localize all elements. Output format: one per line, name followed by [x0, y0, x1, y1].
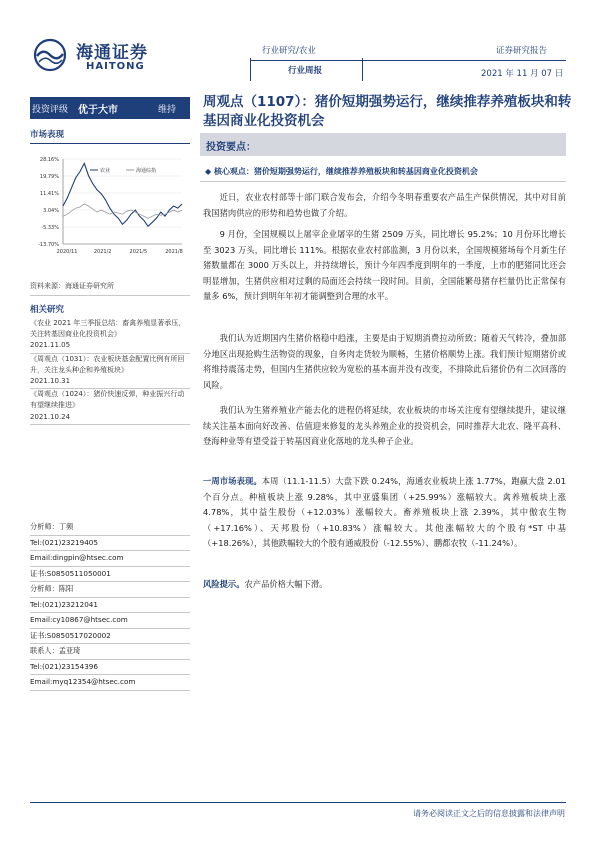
chart-x-tick-label: 2021/2 [93, 249, 112, 255]
related-item-date: 2021.10.31 [30, 377, 71, 386]
chart-y-tick-label: -13.70% [38, 242, 59, 248]
logo-chinese-name: 海通证券 [76, 43, 148, 63]
bullet-icon: ◆ [205, 167, 214, 176]
chart-x-tick-label: 2021/5 [129, 249, 148, 255]
chart-y-tick-label: 11.41% [39, 191, 59, 197]
header-divider [250, 60, 566, 61]
chart-y-tick-label: -5.33% [41, 225, 59, 231]
related-item-title: 《周观点（1031）：农业板块基金配置比例有所回升，关注龙头种企和养殖板块》 [30, 354, 185, 374]
related-item-date: 2021.11.05 [30, 341, 71, 350]
chart-legend-label: 农业 [100, 168, 111, 174]
analyst-email[interactable]: Email:cy10867@htsec.com [30, 613, 190, 629]
related-item-date: 2021.10.24 [30, 412, 71, 421]
related-item[interactable] [30, 318, 190, 354]
contact-name: 联系人：孟亚琦 [30, 644, 190, 660]
paragraph-investment-view: 我们认为生猪养殖业产能去化的进程仍将延续，农业板块的市场关注度有望继续提升，建议继续关注基本面向好改善、估值迎来修复的龙头养殖企业的投资机会，同时推荐大北农、隆平高科、登海种业等有望受益于转基因商业化落地的龙头种子企业。 [203, 405, 566, 446]
weekly-market-text: 本周（11.1-11.5）大盘下跌 0.24%，海通农业板块上涨 1.77%，跑赢大盘 2.01 个百分点。种植板块上涨 9.28%，其中亚盛集团（+25.99%）涨幅较大。禽养殖板块上涨 4.78%，其中益生股份（+12.03%）涨幅较大。畜养殖板块上涨 2.39%，其中傲农生物（+17.16%）、天邦股份（+10.83%）涨幅较大。其他涨幅较大的个股有*ST 中基（+18.26%），其他跌幅较大的个股有通威股份（-12.55%）、鹏都农牧（-11.24%）。 [203, 476, 566, 548]
key-points-title: 投资要点： [206, 142, 256, 153]
haitong-logo-mark [33, 38, 67, 72]
chart-y-tick-label: 19.79% [39, 174, 59, 180]
core-view-divider [200, 181, 566, 182]
analyst-name: 分析师：陈阳 [30, 582, 190, 598]
logo-english-name: HAITONG [86, 61, 145, 72]
paragraph-weekly-market [203, 474, 566, 552]
rating-bar [30, 97, 190, 119]
analyst-contact-block [30, 520, 190, 691]
related-item-title: 《农业 2021 年三季报总结：畜禽养殖显著承压，关注转基因商业化投资机会》 [30, 319, 186, 339]
market-performance-chart [30, 153, 190, 261]
chart-series-line [63, 163, 182, 226]
key-points-bar [200, 133, 566, 156]
footer-divider [30, 802, 566, 803]
chart-source: 资料来源：海通证券研究所 [30, 282, 114, 290]
analyst-tel: Tel:(021)23212041 [30, 598, 190, 614]
rating-label: 投资评级 [32, 105, 69, 115]
analyst-cert: 证书:S0850517020002 [30, 629, 190, 645]
market-section-title: 市场表现 [30, 130, 65, 140]
source-divider [30, 295, 190, 296]
chart-x-tick-label: 2021/8 [165, 249, 183, 255]
chart-y-tick-label: 28.16% [39, 157, 59, 163]
chart-y-tick-label: 3.04% [43, 208, 59, 214]
footer-disclaimer: 请务必阅读正文之后的信息披露和法律声明 [413, 809, 565, 818]
report-date: 2021 年 11 月 07 日 [481, 69, 564, 79]
related-item[interactable] [30, 354, 190, 390]
contact-email[interactable]: Email:myq12354@htsec.com [30, 675, 190, 691]
analyst-tel: Tel:(021)23219405 [30, 536, 190, 552]
core-view-line [205, 166, 565, 177]
analyst-email[interactable]: Email:dingpin@htsec.com [30, 551, 190, 567]
rating-status: 维持 [158, 105, 177, 115]
related-section-title: 相关研究 [30, 305, 65, 315]
chart-x-tick-label: 2020/11 [56, 249, 78, 255]
report-kind: 行业周报 [288, 66, 323, 76]
paragraph-supply-data: 9 月份，全国规模以上屠宰企业屠宰的生猪 2509 万头，同比增长 95.2%；10 月份环比增长至 3023 万头，同比增长 111%。根据农业农村部监测，3 月份以来，全国规模猪场每个月新生仔猪数量都在 3000 万头以上，并持续增长，预计今年四季度到明年的一季度，上市的肥猪同比还会明显增加，生猪供应相对过剩的局面还会持续一段时间。目前，全国能繁母猪存栏量仍比正常保有量多 6%，预计到明年年初才能调整到合理的水平。 [203, 229, 566, 301]
paragraph-price-view: 我们认为近期国内生猪价格稳中趋涨，主要是由于短期消费拉动所致；随着天气转冷，叠加部分地区出现抢购生活物资的现象，自务肉走货较为顺畅，生猪价格顺势上涨。我们预计短期猪价或将维持震荡走势，但国内生猪供应较为宽松的基本面并没有改变，不排除此后猪价仍有二次回落的风险。 [203, 333, 566, 390]
analyst-cert: 证书:S0850511050001 [30, 567, 190, 583]
report-type: 证券研究报告 [496, 46, 548, 56]
core-view-text: 猪价短期强势运行，继续推荐养殖板块和转基因商业化投资机会 [253, 167, 478, 176]
risk-label: 风险提示。 [203, 579, 245, 589]
paragraph-intro: 近日，农业农村部等十部门联合发布会，介绍今冬明春重要农产品生产保供情况，其中对目前我国猪肉供应的形势和趋势也做了介绍。 [203, 192, 566, 218]
risk-text: 农产品价格大幅下滑。 [244, 579, 328, 589]
header-vertical-divider-right [362, 58, 363, 81]
chart-legend-label: 海通综指 [136, 168, 157, 174]
report-title: 周观点（1107）：猪价短期强势运行，继续推荐养殖板块和转基因商业化投资机会 [203, 94, 572, 129]
related-research-list [30, 318, 190, 425]
header-vertical-divider-left [250, 58, 251, 81]
core-view-label: 核心观点： [213, 167, 254, 176]
analyst-name: 分析师：丁频 [30, 520, 190, 536]
related-item-title: 《周观点（1024）：猪价快速反弹，种业振兴行动有望继续推进》 [30, 390, 185, 410]
contact-tel: Tel:(021)23154396 [30, 660, 190, 676]
report-category: 行业研究/农业 [262, 46, 316, 56]
rating-value: 优于大市 [78, 105, 118, 116]
weekly-market-label: 一周市场表现。 [203, 476, 262, 486]
paragraph-risk [203, 577, 566, 593]
market-title-underline [30, 143, 190, 144]
related-item[interactable] [30, 389, 190, 425]
